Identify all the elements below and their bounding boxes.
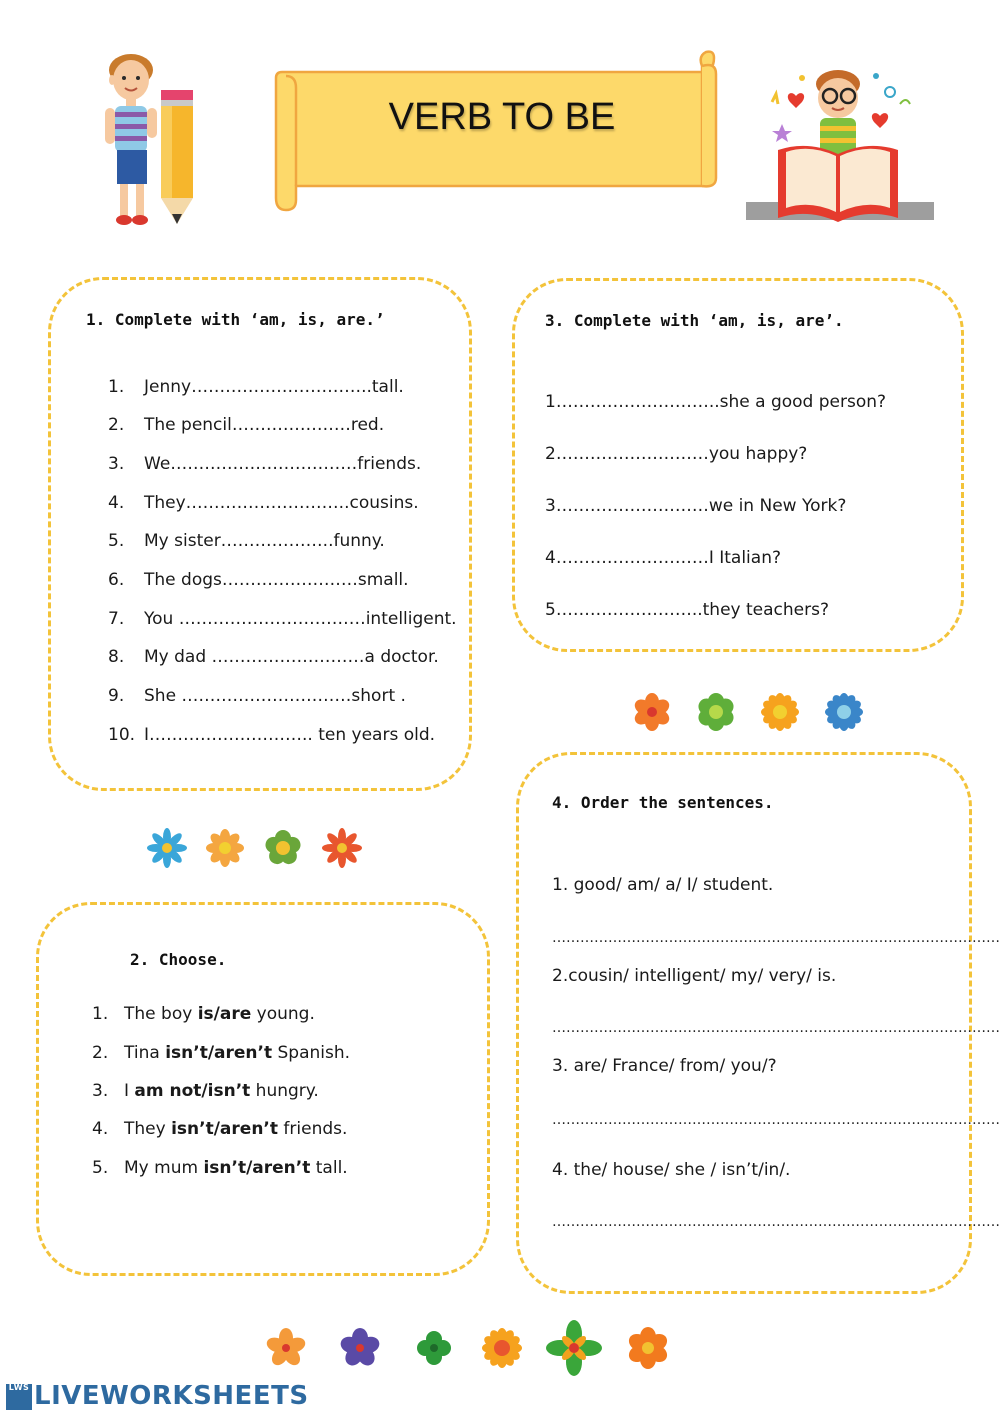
- item-number: 5.: [108, 531, 125, 551]
- section4-heading: 4. Order the sentences.: [552, 793, 774, 812]
- boy-with-pencil-illustration: [95, 50, 205, 230]
- flower-icon: [147, 828, 187, 868]
- section1-item: [108, 377, 404, 397]
- item-number: 9.: [108, 686, 125, 706]
- item-pre: The boy: [124, 1004, 198, 1024]
- item-text[interactable]: My sister………………..funny.: [144, 531, 385, 551]
- flowers-row-1: [140, 822, 370, 874]
- section1-item: [108, 686, 406, 706]
- item-number: 2.: [108, 415, 125, 435]
- choice-options[interactable]: isn’t/aren’t: [165, 1043, 273, 1063]
- section3-item[interactable]: 3………………………we in New York?: [545, 496, 847, 516]
- section2-item: [92, 1119, 347, 1139]
- item-text[interactable]: You ……………………………intelligent.: [144, 609, 457, 629]
- section4-item: 2.cousin/ intelligent/ my/ very/ is.: [552, 966, 837, 986]
- item-number: 3.: [108, 454, 125, 474]
- section3-item[interactable]: 2………………………you happy?: [545, 444, 808, 464]
- item-post: tall.: [310, 1158, 348, 1178]
- flower-icon: [417, 1331, 451, 1365]
- item-post: friends.: [278, 1119, 348, 1139]
- section3-item[interactable]: 5……………………..they teachers?: [545, 600, 829, 620]
- choice-options[interactable]: is/are: [197, 1004, 252, 1024]
- flower-icon: [265, 1328, 307, 1368]
- flower-icon: [696, 693, 737, 731]
- answer-line[interactable]: ……………………………………………………………………………………: [552, 1214, 1000, 1230]
- section1-item: [108, 531, 385, 551]
- item-pre: I: [124, 1081, 135, 1101]
- section2-item: [92, 1004, 315, 1024]
- page-title: VERB TO BE: [388, 96, 616, 138]
- item-pre: Tina: [124, 1043, 166, 1063]
- section1-item: [108, 609, 457, 629]
- section1-item: [108, 454, 421, 474]
- section4-item: 1. good/ am/ a/ I/ student.: [552, 875, 774, 895]
- choice-options[interactable]: isn’t/aren’t: [203, 1158, 311, 1178]
- boy-reading-book-illustration: [742, 62, 938, 232]
- item-text[interactable]: She …………………………short .: [144, 686, 406, 706]
- choice-options[interactable]: am not/isn’t: [134, 1081, 251, 1101]
- item-number: 1.: [108, 377, 125, 397]
- item-text[interactable]: Jenny…………………………..tall.: [144, 377, 404, 397]
- section3-box: [512, 278, 964, 652]
- item-post: hungry.: [250, 1081, 319, 1101]
- flower-icon: [761, 693, 799, 731]
- item-post: Spanish.: [272, 1043, 351, 1063]
- answer-line[interactable]: ……………………………………………………………………………………: [552, 1020, 1000, 1036]
- flower-icon: [206, 829, 244, 867]
- section1-item: [108, 725, 435, 745]
- section3-heading: 3. Complete with ‘am, is, are’.: [545, 311, 844, 330]
- item-number: 1.: [92, 1004, 109, 1024]
- flower-icon: [482, 1328, 522, 1368]
- flower-icon: [825, 693, 863, 731]
- item-number: 4.: [92, 1119, 109, 1139]
- liveworksheets-logo[interactable]: [6, 1381, 309, 1411]
- flower-icon: [626, 1327, 670, 1369]
- item-number: 3.: [92, 1081, 109, 1101]
- item-text[interactable]: They………………………..cousins.: [144, 493, 419, 513]
- item-text[interactable]: My dad ………………………a doctor.: [144, 647, 439, 667]
- logo-mark-icon: LWS: [6, 1384, 32, 1410]
- flower-icon: [632, 693, 672, 731]
- logo-text: LIVEWORKSHEETS: [34, 1381, 309, 1411]
- item-number: 5.: [92, 1158, 109, 1178]
- item-text[interactable]: The dogs……………………small.: [144, 570, 409, 590]
- flowers-row-2: [626, 686, 868, 738]
- section2-item: [92, 1043, 350, 1063]
- section2-item: [92, 1081, 319, 1101]
- section1-heading: 1. Complete with ‘am, is, are.’: [86, 310, 385, 329]
- item-number: 10.: [108, 725, 136, 745]
- section4-item: 3. are/ France/ from/ you/?: [552, 1056, 777, 1076]
- item-number: 8.: [108, 647, 125, 667]
- choice-options[interactable]: isn’t/aren’t: [171, 1119, 279, 1139]
- flower-icon: [263, 830, 302, 867]
- flower-icon: [339, 1328, 382, 1369]
- section3-item[interactable]: 4………………………I Italian?: [545, 548, 781, 568]
- flowers-row-3: [258, 1318, 682, 1376]
- item-number: 4.: [108, 493, 125, 513]
- section2-item: [92, 1158, 348, 1178]
- flower-icon: [546, 1320, 602, 1376]
- section3-item[interactable]: 1………………………..she a good person?: [545, 392, 887, 412]
- item-text[interactable]: We……………………………friends.: [144, 454, 422, 474]
- item-pre: My mum: [124, 1158, 204, 1178]
- item-text[interactable]: The pencil…………………red.: [144, 415, 385, 435]
- item-post: young.: [251, 1004, 315, 1024]
- answer-line[interactable]: ……………………………………………………………………………………: [552, 930, 1000, 946]
- item-number: 7.: [108, 609, 125, 629]
- section1-item: [108, 415, 384, 435]
- section4-item: 4. the/ house/ she / isn’t/in/.: [552, 1160, 791, 1180]
- section1-item: [108, 493, 419, 513]
- answer-line[interactable]: ……………………………………………………………………………………: [552, 1112, 1000, 1128]
- item-number: 6.: [108, 570, 125, 590]
- section1-item: [108, 570, 409, 590]
- item-pre: They: [124, 1119, 172, 1139]
- item-text[interactable]: I……………………….. ten years old.: [144, 725, 436, 745]
- section1-item: [108, 647, 439, 667]
- flower-icon: [322, 828, 362, 868]
- item-number: 2.: [92, 1043, 109, 1063]
- section2-heading: 2. Choose.: [130, 950, 227, 969]
